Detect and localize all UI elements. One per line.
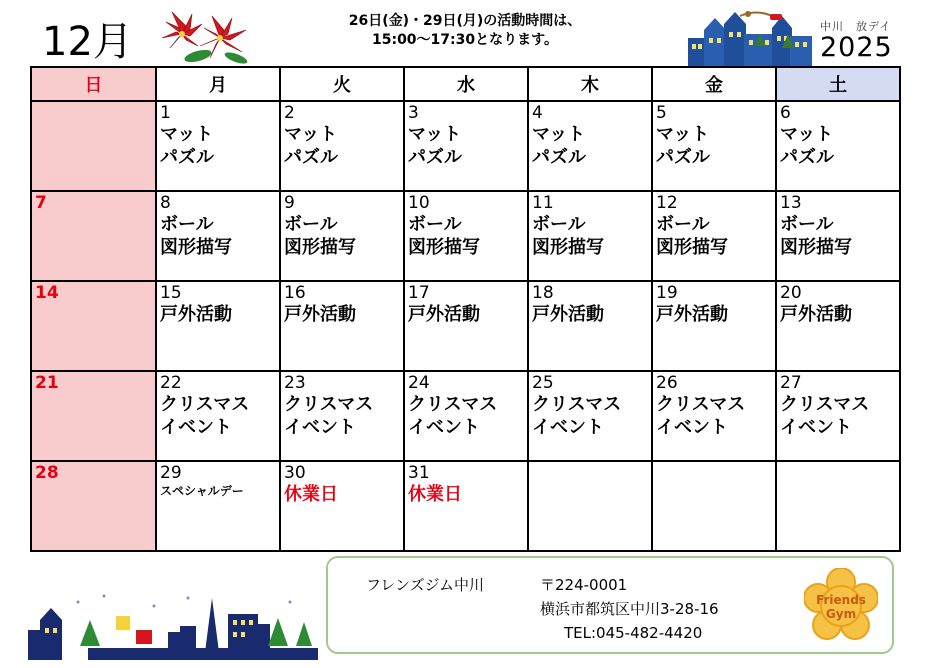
calendar-day-cell: [652, 461, 776, 551]
contact-info-box: [326, 556, 894, 654]
activity-label: イベント: [780, 417, 852, 438]
activity-label: マット: [656, 124, 710, 145]
calendar-week-row: [31, 371, 900, 461]
calendar-day-cell: [404, 101, 528, 191]
weekday-header-row: [31, 67, 900, 101]
calendar-day-cell: [280, 281, 404, 371]
phone-number: TEL:045-482-4420: [564, 624, 703, 642]
day-number: 5: [656, 103, 667, 123]
day-number: 24: [408, 373, 430, 393]
postal-code: 〒224-0001: [540, 576, 628, 594]
calendar-week-row: [31, 191, 900, 281]
day-number: 12: [656, 193, 678, 213]
day-number: 16: [284, 283, 306, 303]
day-number: 1: [160, 103, 171, 123]
svg-text:Friends: Friends: [816, 593, 866, 607]
weekday-header: 土: [776, 67, 900, 101]
activity-label: 図形描写: [532, 237, 604, 258]
activity-label: ボール: [532, 214, 586, 235]
calendar-week-row: [31, 281, 900, 371]
activity-label: マット: [408, 124, 462, 145]
activity-label: 図形描写: [780, 237, 852, 258]
activity-label: パズル: [160, 147, 214, 168]
calendar-day-cell: [156, 371, 280, 461]
day-number: 31: [408, 463, 430, 483]
activity-label: パズル: [532, 147, 586, 168]
day-number: 28: [35, 463, 59, 483]
day-number: 27: [780, 373, 802, 393]
closed-day-label: 休業日: [284, 484, 338, 505]
day-number: 29: [160, 463, 182, 483]
calendar-day-cell: [404, 371, 528, 461]
svg-text:Gym: Gym: [825, 607, 857, 621]
calendar-day-cell: [776, 281, 900, 371]
activity-label: パズル: [284, 147, 338, 168]
weekday-header: 木: [528, 67, 652, 101]
activity-label: ボール: [160, 214, 214, 235]
calendar-day-cell: [528, 101, 652, 191]
calendar-table: [30, 66, 901, 552]
calendar-week-row: [31, 101, 900, 191]
notice-text: [290, 12, 640, 50]
activity-label: クリスマス: [160, 394, 250, 415]
notice-line-1: 26日(金)・29日(月)の活動時間は、: [348, 13, 582, 29]
activity-label: スペシャルデー: [160, 484, 244, 498]
weekday-header: 火: [280, 67, 404, 101]
activity-label: ボール: [780, 214, 834, 235]
facility-name: フレンズジム中川: [366, 576, 484, 594]
activity-label: クリスマス: [656, 394, 746, 415]
weekday-header: 日: [31, 67, 156, 101]
activity-label: 図形描写: [160, 237, 232, 258]
calendar-day-cell: [528, 281, 652, 371]
calendar-day-cell: [31, 371, 156, 461]
calendar-week-row: [31, 461, 900, 551]
activity-label: マット: [284, 124, 338, 145]
activity-label: 図形描写: [656, 237, 728, 258]
christmas-town-illustration-icon: [28, 590, 318, 660]
calendar-day-cell: [156, 461, 280, 551]
day-number: 22: [160, 373, 182, 393]
calendar-day-cell: [280, 371, 404, 461]
month-title: 12月: [42, 19, 133, 65]
city-night-illustration-icon: [688, 4, 812, 66]
calendar-day-cell: [280, 101, 404, 191]
activity-label: パズル: [780, 147, 834, 168]
calendar-day-cell: [404, 191, 528, 281]
calendar-day-cell: [280, 191, 404, 281]
calendar-day-cell: [156, 281, 280, 371]
calendar-day-cell: [31, 281, 156, 371]
calendar-day-cell: [404, 281, 528, 371]
day-number: 7: [35, 193, 47, 213]
calendar-day-cell: [652, 281, 776, 371]
day-number: 18: [532, 283, 554, 303]
day-number: 9: [284, 193, 295, 213]
calendar-day-cell: [528, 191, 652, 281]
activity-label: クリスマス: [532, 394, 622, 415]
day-number: 13: [780, 193, 802, 213]
organization-label: 中川 放デイ: [820, 20, 892, 33]
weekday-header: 月: [156, 67, 280, 101]
activity-label: マット: [160, 124, 214, 145]
calendar-day-cell: [652, 101, 776, 191]
calendar-day-cell: [652, 191, 776, 281]
day-number: 14: [35, 283, 59, 303]
year-label: 2025: [820, 32, 893, 63]
day-number: 8: [160, 193, 171, 213]
friends-gym-logo: [804, 568, 878, 642]
calendar-day-cell: [31, 461, 156, 551]
activity-label: イベント: [408, 417, 480, 438]
calendar-day-cell: [31, 191, 156, 281]
activity-label: イベント: [656, 417, 728, 438]
calendar-day-cell: [528, 371, 652, 461]
calendar-day-cell: [31, 101, 156, 191]
activity-label: パズル: [656, 147, 710, 168]
activity-label: 戸外活動: [780, 304, 852, 325]
calendar-day-cell: [776, 461, 900, 551]
activity-label: マット: [780, 124, 834, 145]
activity-label: クリスマス: [780, 394, 870, 415]
day-number: 19: [656, 283, 678, 303]
day-number: 25: [532, 373, 554, 393]
calendar-day-cell: [528, 461, 652, 551]
day-number: 6: [780, 103, 791, 123]
day-number: 21: [35, 373, 59, 393]
weekday-header: 金: [652, 67, 776, 101]
activity-label: 図形描写: [408, 237, 480, 258]
activity-label: 戸外活動: [160, 304, 232, 325]
activity-label: 図形描写: [284, 237, 356, 258]
activity-label: クリスマス: [408, 394, 498, 415]
activity-label: イベント: [160, 417, 232, 438]
day-number: 30: [284, 463, 306, 483]
day-number: 23: [284, 373, 306, 393]
activity-label: ボール: [408, 214, 462, 235]
activity-label: イベント: [532, 417, 604, 438]
poinsettia-icon: [158, 8, 250, 66]
calendar-day-cell: [280, 461, 404, 551]
calendar-body: [31, 101, 900, 551]
calendar-day-cell: [156, 101, 280, 191]
activity-label: 戸外活動: [656, 304, 728, 325]
calendar-day-cell: [776, 191, 900, 281]
day-number: 10: [408, 193, 430, 213]
address: 横浜市都筑区中川3-28-16: [540, 600, 719, 618]
activity-label: 戸外活動: [532, 304, 604, 325]
weekday-header: 水: [404, 67, 528, 101]
calendar-day-cell: [776, 371, 900, 461]
calendar-day-cell: [652, 371, 776, 461]
activity-label: ボール: [656, 214, 710, 235]
day-number: 11: [532, 193, 554, 213]
day-number: 2: [284, 103, 295, 123]
calendar-day-cell: [404, 461, 528, 551]
activity-label: 戸外活動: [408, 304, 480, 325]
calendar-day-cell: [776, 101, 900, 191]
day-number: 17: [408, 283, 430, 303]
day-number: 20: [780, 283, 802, 303]
day-number: 15: [160, 283, 182, 303]
activity-label: 戸外活動: [284, 304, 356, 325]
day-number: 26: [656, 373, 678, 393]
day-number: 4: [532, 103, 543, 123]
activity-label: パズル: [408, 147, 462, 168]
activity-label: クリスマス: [284, 394, 374, 415]
activity-label: イベント: [284, 417, 356, 438]
activity-label: マット: [532, 124, 586, 145]
closed-day-label: 休業日: [408, 484, 462, 505]
day-number: 3: [408, 103, 419, 123]
calendar-day-cell: [156, 191, 280, 281]
activity-label: ボール: [284, 214, 338, 235]
notice-line-2: 15:00～17:30となります。: [371, 32, 558, 48]
